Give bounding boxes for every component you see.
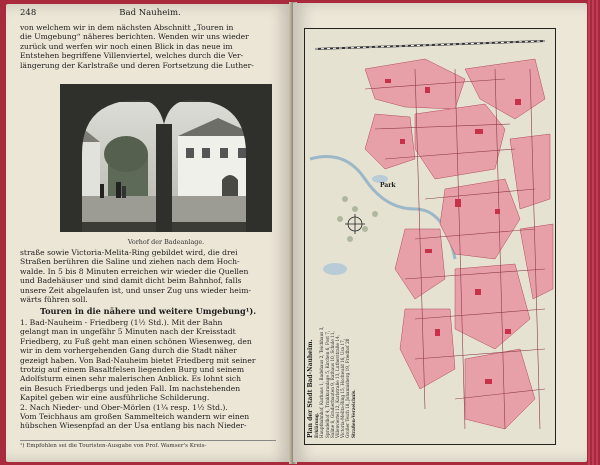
legend-title: Erklärung. [314, 412, 320, 438]
map-label-park: Park [380, 182, 396, 189]
footnote-line: ¹) Empfohlen sei die Touristen-Ausgabe von Prof. Wamser's Kreis- [20, 443, 207, 449]
text-line: Entstehen begriffene Villenviertel, welches durch die Ver- [20, 51, 244, 61]
text-line: wir in dem vorhergehenden Gang durch die Stadt näher [20, 346, 237, 356]
legend-line: Villenviertel 12, Karlstraße 13, Lutherstraße 14, [335, 335, 341, 438]
text-line: wärts führen soll. [20, 295, 88, 305]
text-line: 2. Nach Nieder- und Ober-Mörlen (1¼ resp. 1½ Std.). [20, 402, 228, 412]
text-line: zurück und werfen wir noch einen Blick in das neue im [20, 41, 233, 51]
text-line: ein Besuch Friedbergs und jeden Fall. Im nachstehenden [20, 383, 241, 393]
text-line: walde. In 5 bis 8 Minuten erreichen wir wieder die Quellen [20, 266, 249, 276]
legend-line: Saline 8, Gradierbauten 9, Rathaus 10, Schule 11, [329, 331, 335, 438]
text-line: Vom Teichhaus am großen Sammelteich wandern wir einen [20, 412, 250, 422]
left-running-head [20, 8, 280, 20]
text-line: gelangt man in ungefähr 5 Minuten nach der Kreisstadt [20, 327, 236, 337]
photo-caption: Vorhof der Badeanlage. [127, 238, 205, 246]
map-legend [308, 240, 372, 438]
legend-line: Sprudelhof 4, Trinkkuranlage 5, Kirchen 6, Post 7, [324, 330, 330, 438]
book-cover-edge [588, 0, 600, 465]
text-line: hübschen Wiesenpfad an der Usa entlang bis nach Nieder- [20, 421, 247, 431]
footnote [20, 440, 276, 450]
map-title: Plan der Stadt Bad-Nauheim. [307, 339, 314, 438]
text-line: Adolfsturm einen sehr malerischen Anblick. Es lohnt sich [20, 374, 242, 384]
text-line: Kapitel geben wir eine ausführliche Schilderung. [20, 393, 210, 403]
text-line: und Badehäuser und sind damit dicht beim Bahnhof, falls [20, 276, 242, 286]
text-line: straße sowie Victoria-Melita-Ring gebildet wird, die drei [20, 248, 238, 257]
legend-line: Victoria-Melita-Ring 15, Hochwald 16, Usa 17, [340, 338, 346, 438]
intro-paragraph [20, 23, 276, 70]
text-line: Straßen berühren die Saline und ziehen nach dem Hoch- [20, 257, 240, 267]
text-line: von welchem wir in dem nächsten Abschnitt „Touren in [20, 23, 234, 32]
legend-line: Großer Teich 18, Johannisberg 19, Friedhof 20 [345, 338, 351, 438]
courtyard-photo-illustration [60, 84, 272, 232]
text-line: die Umgebung“ näheres berichten. Wenden wir uns wieder [20, 32, 249, 42]
text-line: trotzig auf einem Basaltfelsen liegenden Burg und seinem [20, 365, 245, 375]
text-line: längerung der Karlstraße und deren Fortsetzung die Luther- [20, 60, 254, 70]
tours-paragraph [20, 318, 276, 431]
legend-subtitle: Straßen-Verzeichnis. [350, 389, 356, 438]
section-heading: Touren in die nähere und weitere Umgebung¹). [39, 306, 257, 316]
running-head-title: Bad Nauheim. [119, 8, 181, 18]
continuation-paragraph [20, 248, 276, 304]
page-number: 248 [20, 8, 37, 18]
legend-line: Hauptbahnhof, Kurhaus 1, Badehaus 2, Teichhaus 3, [319, 326, 325, 438]
text-line: 1. Bad-Nauheim - Friedberg (1½ Std.). Mit der Bahn [20, 318, 223, 327]
courtyard-photo [60, 84, 272, 232]
text-line: unsere Zeit abgelaufen ist, und unser Zug uns wieder heim- [20, 285, 251, 295]
text-line: Friedberg, zu Fuß geht man einen schönen Wiesenweg, den [20, 336, 252, 346]
text-line: gezeigt haben. Von Bad-Nauheim bietet Friedberg mit seiner [20, 355, 256, 365]
